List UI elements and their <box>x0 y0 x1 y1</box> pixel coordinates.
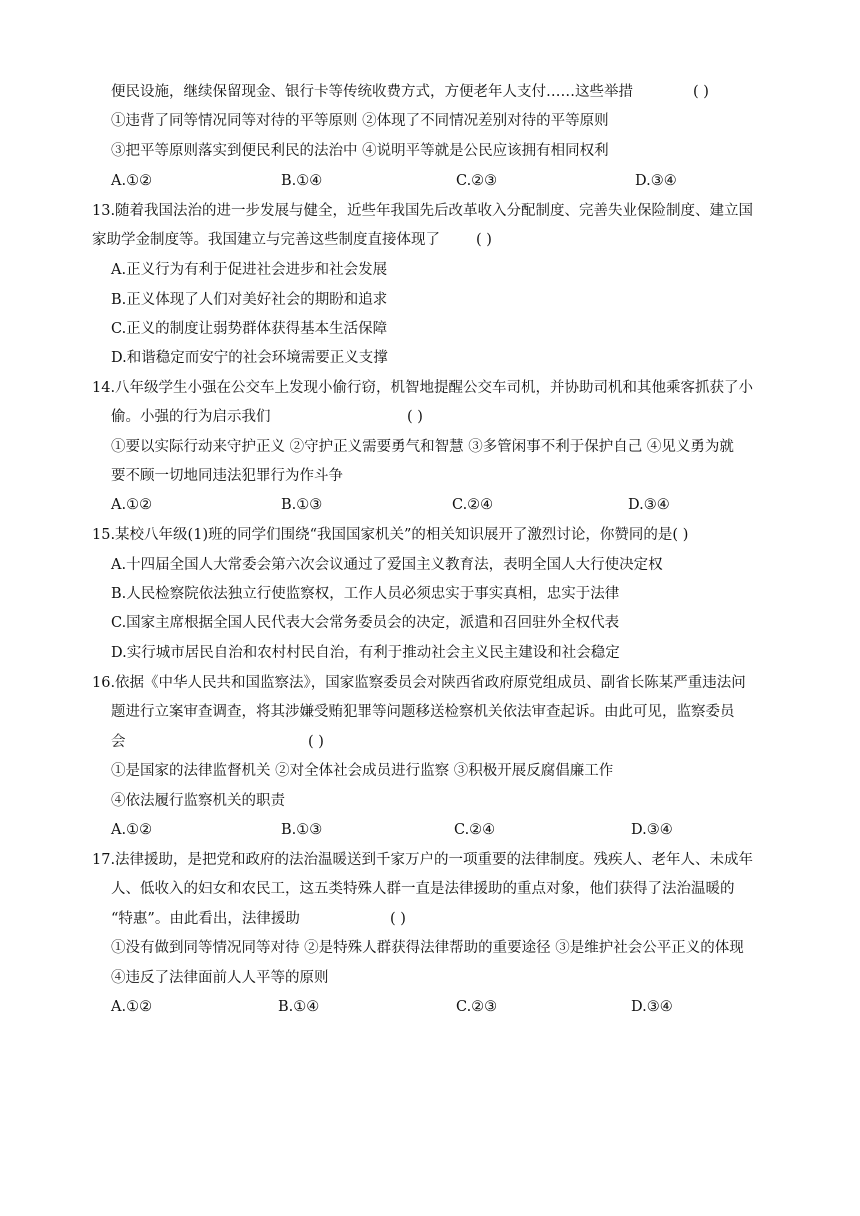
option-a[interactable]: A.①② <box>111 173 153 189</box>
option-d[interactable]: D.③④ <box>635 173 677 189</box>
option-d[interactable]: D.③④ <box>631 822 673 838</box>
option-c[interactable]: C.②④ <box>454 822 496 838</box>
option-b[interactable]: B.①④ <box>278 999 320 1015</box>
option-a[interactable]: A.①② <box>111 497 153 513</box>
q14-statements-1: ①要以实际行动来守护正义 ②守护正义需要勇气和智慧 ③多管闲事不利于保护自己 ④见义勇为就 <box>111 439 734 455</box>
q17-statements-1: ①没有做到同等情况同等对待 ②是特殊人群获得法律帮助的重要途径 ③是维护社会公平正义的体现 <box>111 940 744 956</box>
option-c[interactable]: C.②③ <box>456 173 498 189</box>
option-b[interactable]: B.①③ <box>281 822 323 838</box>
q16-stem-line-3 <box>111 732 324 752</box>
q16-statements-1: ①是国家的法律监督机关 ②对全体社会成员进行监察 ③积极开展反腐倡廉工作 <box>111 763 614 779</box>
q16-stem-line-1: 16.依据《中华人民共和国监察法》，国家监察委员会对陕西省政府原党组成员、副省长陈某严重违法问 <box>92 675 746 691</box>
q16-statements-2: ④依法履行监察机关的职责 <box>111 793 285 809</box>
answer-blank: ( ) <box>407 409 423 425</box>
q14-stem-text: 偷。小强的行为启示我们 <box>111 409 271 425</box>
q15-stem-line-1: 15.某校八年级(1)班的同学们围绕“我国国家机关”的相关知识展开了激烈讨论，你赞同的是( ) <box>92 527 689 543</box>
q17-stem-text: “特惠”。由此看出，法律援助 <box>111 911 300 927</box>
q15-option-a[interactable]: A.十四届全国人大常委会第六次会议通过了爱国主义教育法，表明全国人大行使决定权 <box>111 557 663 573</box>
q13-option-a[interactable]: A.正义行为有利于促进社会进步和社会发展 <box>111 262 388 278</box>
intro-statements-1: ①违背了同等情况同等对待的平等原则 ②体现了不同情况差别对待的平等原则 <box>111 113 609 129</box>
q13-stem-line-1: 13.随着我国法治的进一步发展与健全，近些年我国先后改革收入分配制度、完善失业保险制度、建立国 <box>92 203 754 219</box>
option-b[interactable]: B.①④ <box>281 173 323 189</box>
q15-option-d[interactable]: D.实行城市居民自治和农村村民自治，有利于推动社会主义民主建设和社会稳定 <box>111 645 620 661</box>
q13-option-d[interactable]: D.和谐稳定而安宁的社会环境需要正义支撑 <box>111 350 388 366</box>
q15-option-c[interactable]: C.国家主席根据全国人民代表大会常务委员会的决定，派遣和召回驻外全权代表 <box>111 615 620 631</box>
q17-statements-2: ④违反了法律面前人人平等的原则 <box>111 970 329 986</box>
q16-stem-text: 会 <box>111 734 126 750</box>
intro-statements-2: ③把平等原则落实到便民利民的法治中 ④说明平等就是公民应该拥有相同权利 <box>111 143 609 159</box>
q14-stem-line-1: 14.八年级学生小强在公交车上发现小偷行窃，机智地提醒公交车司机，并协助司机和其他乘客抓获了小 <box>92 380 754 396</box>
option-a[interactable]: A.①② <box>111 999 153 1015</box>
option-a[interactable]: A.①② <box>111 822 153 838</box>
answer-blank: ( ) <box>476 232 492 248</box>
q17-stem-line-1: 17.法律援助，是把党和政府的法治温暖送到千家万户的一项重要的法律制度。残疾人、老年人、未成年 <box>92 852 754 868</box>
q14-statements-2: 要不顾一切地同违法犯罪行为作斗争 <box>111 468 343 484</box>
option-b[interactable]: B.①③ <box>281 497 323 513</box>
q13-stem-text: 家助学金制度等。我国建立与完善这些制度直接体现了 <box>92 232 440 248</box>
intro-line-1-text: 便民设施，继续保留现金、银行卡等传统收费方式，方便老年人支付……这些举措 <box>111 84 633 100</box>
option-c[interactable]: C.②④ <box>452 497 494 513</box>
answer-blank: ( ) <box>390 911 406 927</box>
q13-stem-line-2 <box>92 230 492 250</box>
option-c[interactable]: C.②③ <box>456 999 498 1015</box>
q17-stem-line-3 <box>111 909 406 929</box>
q14-stem-line-2 <box>111 407 423 427</box>
intro-line-1 <box>111 82 709 102</box>
q15-option-b[interactable]: B.人民检察院依法独立行使监察权，工作人员必须忠实于事实真相，忠实于法律 <box>111 586 620 602</box>
answer-blank: ( ) <box>693 84 709 100</box>
option-d[interactable]: D.③④ <box>628 497 670 513</box>
q17-stem-line-2: 人、低收入的妇女和农民工，这五类特殊人群一直是法律援助的重点对象，他们获得了法治温暖的 <box>111 881 735 897</box>
answer-blank: ( ) <box>308 734 324 750</box>
q16-stem-line-2: 题进行立案审查调查，将其涉嫌受贿犯罪等问题移送检察机关依法审查起诉。由此可见，监察委员 <box>111 704 735 720</box>
q13-option-b[interactable]: B.正义体现了人们对美好社会的期盼和追求 <box>111 292 388 308</box>
option-d[interactable]: D.③④ <box>631 999 673 1015</box>
q13-option-c[interactable]: C.正义的制度让弱势群体获得基本生活保障 <box>111 321 388 337</box>
